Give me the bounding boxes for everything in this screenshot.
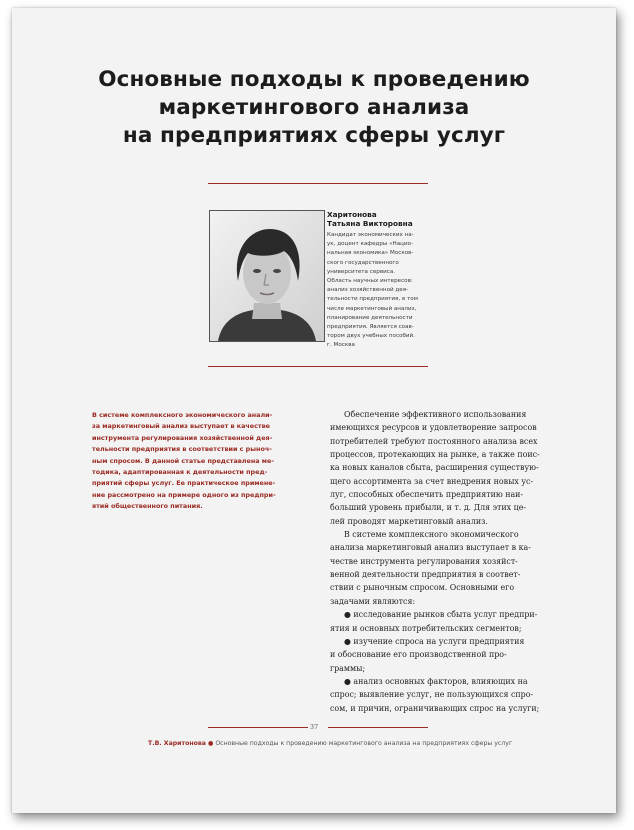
abstract-line: тодика, адаптированная к деятельности пред- <box>92 468 268 477</box>
abstract-line: В системе комплексного экономического анали- <box>92 411 273 419</box>
body-line: спрос; выявление услуг, не пользующихся спро- <box>330 690 534 700</box>
body-line: Обеспечение эффективного использования <box>344 410 527 419</box>
bio-line: Кандидат экономических на- <box>327 232 414 238</box>
author-surname: Харитонова <box>327 210 377 219</box>
journal-page <box>12 8 616 813</box>
body-line: щего ассортимента за счет внедрения новых ус- <box>330 476 534 486</box>
title-line: Основные подходы к проведению <box>98 67 530 92</box>
bio-line: анализ хозяйственной дея- <box>327 287 409 294</box>
page-number: 37 <box>309 723 319 731</box>
author-info <box>327 210 445 351</box>
body-line: ятия и основных потребительских сегментов; <box>330 623 522 633</box>
body-line: венной деятельности предприятия в соответ- <box>330 570 521 580</box>
article-body <box>330 408 558 715</box>
bio-line: предприятия. Является соав- <box>327 324 414 331</box>
footer-separator: ● <box>207 740 214 747</box>
body-line: луг, способных обеспечить предприятию наи- <box>330 490 524 500</box>
body-line: задачами являются: <box>330 596 416 606</box>
abstract-line: тельности предприятия в соответствии с рыноч- <box>92 445 272 454</box>
body-line: потребителей требуют постоянного анализа всех <box>330 436 538 446</box>
abstract-line: инструмента регулирования хозяйственной дея- <box>92 433 273 442</box>
body-line: сом, и причин, ограничивающих спрос на услуги; <box>330 703 540 713</box>
body-line: и обоснование его производственной про- <box>330 650 507 660</box>
abstract <box>92 410 312 513</box>
article-title <box>12 66 616 150</box>
body-line: больший уровень прибыли, и т. д. Для этих це- <box>330 503 527 513</box>
body-line: имеющихся ресурсов и удовлетворение запросов <box>330 423 537 433</box>
bio-line: ук, доцент кафедры «Нацио- <box>327 241 414 248</box>
bio-line: тельности предприятия, в том <box>327 296 418 303</box>
author-bio <box>327 231 445 351</box>
bio-line: Область научных интересов: <box>327 278 413 285</box>
abstract-line: за маркетинговый анализ выступает в качестве <box>92 422 271 431</box>
footer-article-title: Основные подходы к проведению маркетингового анализа на предприятиях сферы услуг <box>215 740 513 747</box>
title-divider <box>208 183 428 184</box>
bio-line: числе маркетинговый анализ, <box>327 305 417 312</box>
bio-line: ского государственного <box>327 259 399 266</box>
bio-line: планирование деятельности <box>327 314 413 321</box>
body-line: анализа маркетинговый анализ выступает в ка- <box>330 543 531 553</box>
footer-author: Т.В. Харитонова <box>148 740 206 747</box>
author-photo <box>209 210 325 342</box>
running-footer <box>148 740 512 747</box>
body-line: ка новых каналов сбыта, расширения существую- <box>330 463 539 473</box>
author-given-names: Татьяна Викторовна <box>327 219 413 228</box>
body-line: граммы; <box>330 663 366 673</box>
abstract-line: приятий сферы услуг. Ее практическое примене- <box>92 479 276 488</box>
abstract-line: ным спросом. В данной статье представлена ме- <box>92 456 274 465</box>
body-line: ● анализ основных факторов, влияющих на <box>344 676 528 686</box>
body-line: ● изучение спроса на услуги предприятия <box>344 636 525 646</box>
body-line: ствии с рыночным спросом. Основными его <box>330 583 515 593</box>
body-line: лей проводят маркетинговый анализ. <box>330 516 488 526</box>
title-line: на предприятиях сферы услуг <box>122 123 506 148</box>
body-line: процессов, протекающих на рынке, а также поис- <box>330 450 540 460</box>
bio-line: нальная экономика» Москов- <box>327 250 414 257</box>
bio-line: университета сервиса. <box>327 268 396 275</box>
abstract-line: ятий общественного питания. <box>92 502 203 511</box>
footer-rule-right <box>328 727 428 728</box>
abstract-line: ние рассмотрено на примере одного из предпри- <box>92 490 276 499</box>
bio-line: тором двух учебных пособий. <box>327 333 415 340</box>
author-divider <box>208 366 428 367</box>
body-line: ● исследование рынков сбыта услуг предпри- <box>344 610 538 620</box>
body-line: В системе комплексного экономического <box>344 530 519 540</box>
body-line: честве инструмента регулирования хозяйст- <box>330 556 518 566</box>
title-line: маркетингового анализа <box>158 95 470 120</box>
author-portrait-icon <box>210 211 324 341</box>
bio-line: г. Москва <box>327 342 355 349</box>
